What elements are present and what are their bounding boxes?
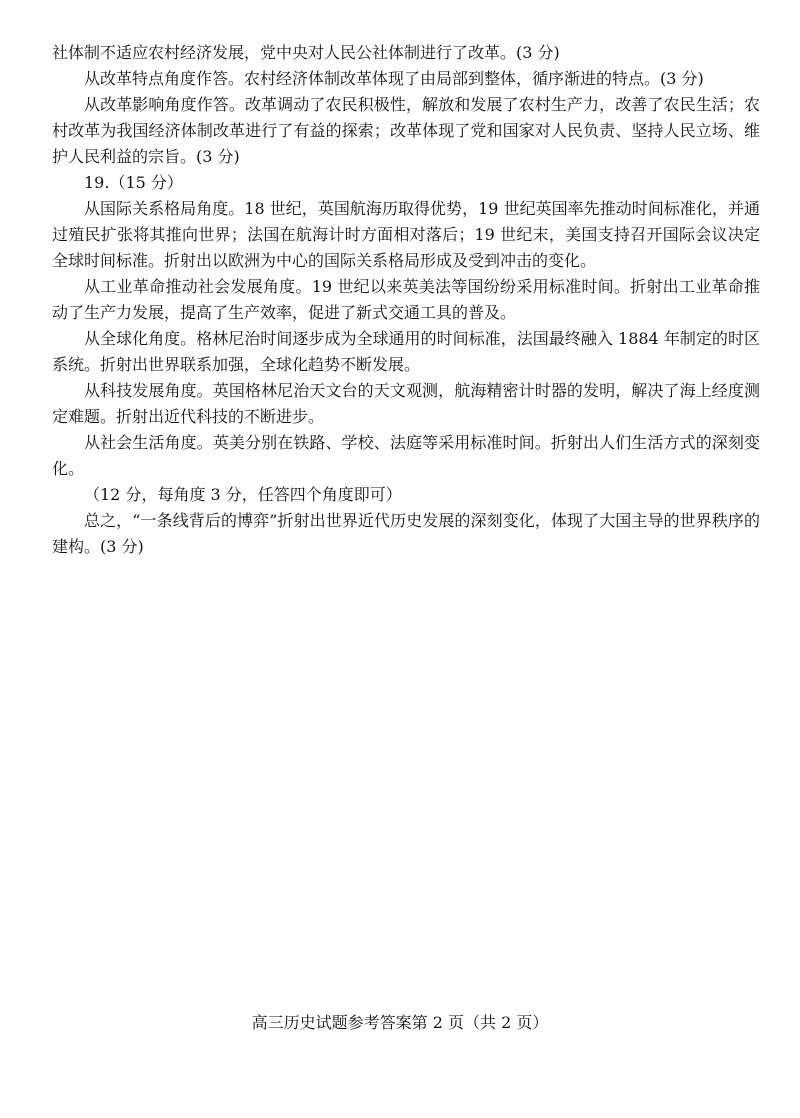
scoring-note: （12 分，每角度 3 分，任答四个角度即可）: [84, 485, 402, 504]
paragraph-1: 社体制不适应农村经济发展，党中央对人民公社体制进行了改革。(3 分): [52, 43, 560, 62]
paragraph-7: 从全球化角度。格林尼治时间逐步成为全球通用的时间标准，法国最终融入 1884 年制定的时区系统。折射出世界联系加强，全球化趋势不断发展。: [52, 329, 760, 374]
paragraph-6: 从工业革命推动社会发展角度。19 世纪以来英美法等国纷纷采用标准时间。折射出工业革命推动了生产力发展，提高了生产效率，促进了新式交通工具的普及。: [52, 277, 760, 322]
paragraph-2: 从改革特点角度作答。农村经济体制改革体现了由局部到整体，循序渐进的特点。(3 分): [84, 69, 704, 88]
paragraph-8: 从科技发展角度。英国格林尼治天文台的天文观测，航海精密计时器的发明，解决了海上经度测定难题。折射出近代科技的不断进步。: [52, 381, 760, 426]
paragraph-conclusion: 总之，“一条线背后的博弈”折射出世界近代历史发展的深刻变化，体现了大国主导的世界秩序的建构。(3 分): [52, 511, 760, 556]
page-footer: 高三历史试题参考答案第 2 页（共 2 页）: [251, 1013, 549, 1032]
paragraph-9: 从社会生活角度。英美分别在铁路、学校、法庭等采用标准时间。折射出人们生活方式的深刻变化。: [52, 433, 760, 478]
answer-content: [52, 40, 760, 560]
paragraph-3: 从改革影响角度作答。改革调动了农民积极性，解放和发展了农村生产力，改善了农民生活；农村改革为我国经济体制改革进行了有益的探索；改革体现了党和国家对人民负责、坚持人民立场、维护人民利益的宗旨。(3 分): [52, 95, 760, 166]
paragraph-5: 从国际关系格局角度。18 世纪，英国航海历取得优势，19 世纪英国率先推动时间标准化，并通过殖民扩张将其推向世界；法国在航海计时方面相对落后；19 世纪末，美国支持召开国际会议决定全球时间标准。折射出以欧洲为中心的国际关系格局形成及受到冲击的变化。: [52, 199, 760, 270]
question-19-heading: 19.（15 分）: [84, 173, 183, 192]
